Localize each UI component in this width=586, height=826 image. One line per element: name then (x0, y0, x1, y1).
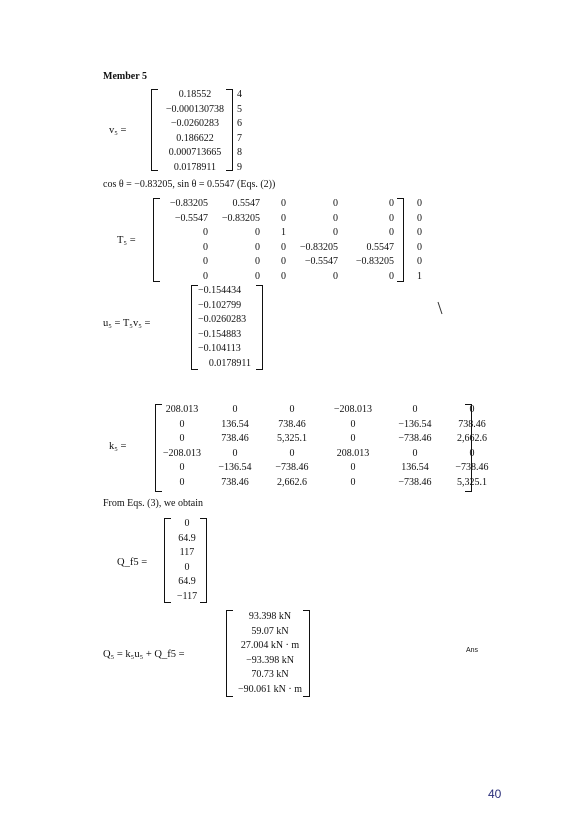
from-eqs-text: From Eqs. (3), we obtain (103, 498, 203, 509)
matrix-cell: 5,325.1 (277, 433, 307, 444)
matrix-cell: 0 (469, 404, 475, 415)
matrix-cell: −136.54 (218, 462, 252, 473)
matrix-cell: 0 (289, 404, 295, 415)
dof-index: 6 (237, 118, 242, 129)
qf5-value: 64.9 (178, 532, 196, 544)
matrix-cell: 0 (417, 198, 422, 209)
matrix-cell: 2,662.6 (457, 433, 487, 444)
matrix-cell: 1 (281, 227, 286, 238)
matrix-cell: 0 (389, 198, 394, 209)
matrix-cell: 738.46 (221, 476, 249, 488)
matrix-cell: 0.5547 (366, 241, 394, 253)
matrix-cell: 0 (179, 433, 185, 444)
matrix-cell: 136.54 (221, 418, 249, 430)
v5-label: v₅ = (109, 125, 127, 136)
u5-label: u₅ = T₅v₅ = (103, 318, 151, 329)
matrix-cell: 0 (412, 447, 418, 459)
v5-value: 0.000713665 (168, 147, 222, 158)
q5-value: 27.004 kN · m (240, 640, 300, 651)
matrix-cell: 0 (203, 256, 208, 267)
matrix-cell: −0.5547 (304, 256, 338, 267)
matrix-cell: 1 (417, 270, 422, 282)
k5-right-bracket (465, 404, 472, 492)
matrix-cell: 0 (289, 447, 295, 459)
matrix-cell: 0 (350, 462, 356, 473)
angle-line: cos θ = −0.83205, sin θ = 0.5547 (Eqs. (2)) (103, 179, 276, 190)
t5-matrix (160, 197, 422, 284)
matrix-cell: −0.83205 (355, 256, 394, 267)
matrix-cell: 0 (255, 227, 260, 238)
matrix-cell: 0 (350, 418, 356, 430)
matrix-cell: 0 (281, 241, 286, 253)
matrix-cell: 738.46 (221, 433, 249, 444)
matrix-cell: −738.46 (398, 476, 432, 488)
matrix-cell: −0.83205 (169, 198, 208, 209)
u5-value: −0.0260283 (198, 314, 247, 325)
matrix-cell: 0 (417, 212, 422, 224)
u5-value: −0.102799 (198, 299, 242, 311)
u5-value: −0.104113 (198, 343, 241, 354)
matrix-cell: 2,662.6 (277, 476, 307, 488)
member-heading: Member 5 (103, 71, 147, 82)
matrix-cell: 0 (350, 476, 356, 488)
v5-value: 0.0178911 (173, 161, 217, 173)
q5-value: 70.73 kN (251, 669, 289, 680)
k5-label: k₅ = (109, 441, 127, 452)
t5-left-bracket (153, 198, 160, 282)
matrix-cell: −208.013 (162, 447, 202, 459)
u5-right-bracket (256, 285, 263, 370)
matrix-cell: 0 (417, 227, 422, 238)
matrix-cell: 0 (281, 270, 286, 282)
matrix-cell: 738.46 (278, 418, 306, 430)
dof-index: 9 (237, 161, 242, 173)
matrix-cell: 0 (179, 418, 185, 430)
matrix-cell: 0 (255, 270, 260, 282)
matrix-cell: 0 (232, 447, 238, 459)
q5-values (230, 610, 310, 697)
v5-values (160, 88, 230, 175)
matrix-cell: 0 (389, 212, 394, 224)
matrix-cell: 0 (203, 270, 208, 282)
ans-marker: Ans (466, 647, 479, 654)
matrix-cell: 0 (333, 198, 338, 209)
u5-value: −0.154434 (198, 285, 242, 296)
u5-left-bracket (191, 285, 198, 370)
matrix-cell: 0.5547 (232, 198, 260, 209)
qf5-label: Q_f5 = (117, 557, 148, 568)
matrix-cell: 0 (333, 227, 338, 238)
matrix-cell: 0 (179, 476, 185, 488)
qf5-value: 64.9 (178, 576, 196, 587)
matrix-cell: 0 (412, 404, 418, 415)
matrix-cell: 0 (350, 433, 356, 444)
qf5-value: 117 (179, 547, 195, 558)
v5-value: −0.000130738 (165, 103, 225, 115)
q5-value: 59.07 kN (251, 625, 289, 637)
matrix-cell: −0.5547 (174, 212, 208, 224)
qf5-right-bracket (200, 518, 207, 603)
matrix-cell: −208.013 (333, 404, 373, 415)
q5-right-bracket (303, 610, 310, 697)
v5-indices (237, 88, 249, 175)
matrix-cell: 0 (389, 227, 394, 238)
matrix-cell: 0 (255, 241, 260, 253)
matrix-cell: 0 (417, 256, 422, 267)
matrix-cell: 0 (389, 270, 394, 282)
matrix-cell: 0 (203, 227, 208, 238)
matrix-cell: −738.46 (398, 433, 432, 444)
matrix-cell: −0.83205 (221, 212, 260, 224)
matrix-cell: 208.013 (165, 404, 199, 415)
matrix-cell: 0 (281, 256, 286, 267)
matrix-cell: 0 (417, 241, 422, 253)
q5-label: Q₅ = k₅u₅ + Q_f5 = (103, 649, 185, 660)
v5-left-bracket (151, 89, 158, 171)
matrix-cell: 0 (203, 241, 208, 253)
qf5-value: 0 (184, 518, 190, 529)
k5-matrix (158, 403, 500, 490)
matrix-cell: 0 (255, 256, 260, 267)
v5-value: 0.18552 (178, 89, 212, 100)
q5-value: −93.398 kN (246, 654, 294, 666)
matrix-cell: −738.46 (275, 462, 309, 473)
matrix-cell: −136.54 (398, 418, 432, 430)
matrix-cell: 0 (232, 404, 238, 415)
matrix-cell: 0 (469, 447, 475, 459)
matrix-cell: 0 (281, 212, 286, 224)
u5-values (198, 284, 262, 371)
matrix-cell: 0 (333, 270, 338, 282)
matrix-cell: 0 (333, 212, 338, 224)
u5-value: 0.0178911 (208, 357, 252, 369)
matrix-cell: 0 (281, 198, 286, 209)
v5-value: 0.186622 (176, 132, 214, 144)
q5-value: 93.398 kN (248, 611, 292, 622)
dof-index: 7 (237, 132, 242, 144)
u5-value: −0.154883 (198, 328, 242, 340)
dof-index: 4 (237, 89, 242, 100)
page-number: 40 (488, 787, 502, 801)
q5-value: −90.061 kN · m (238, 683, 302, 695)
stray-mark (436, 300, 444, 316)
v5-right-bracket (226, 89, 233, 171)
t5-label: T₅ = (117, 235, 136, 246)
matrix-cell: 136.54 (401, 462, 429, 473)
matrix-cell: −0.83205 (299, 241, 338, 253)
matrix-cell: 0 (179, 462, 185, 473)
matrix-cell: 208.013 (336, 447, 370, 459)
matrix-cell: 738.46 (458, 418, 486, 430)
qf5-value: 0 (184, 561, 190, 573)
dof-index: 5 (237, 103, 242, 115)
t5-right-bracket (397, 198, 404, 282)
matrix-cell: −738.46 (455, 462, 489, 473)
v5-value: −0.0260283 (170, 118, 220, 129)
dof-index: 8 (237, 147, 242, 158)
matrix-cell: 5,325.1 (457, 476, 487, 488)
qf5-value: −117 (176, 590, 198, 602)
